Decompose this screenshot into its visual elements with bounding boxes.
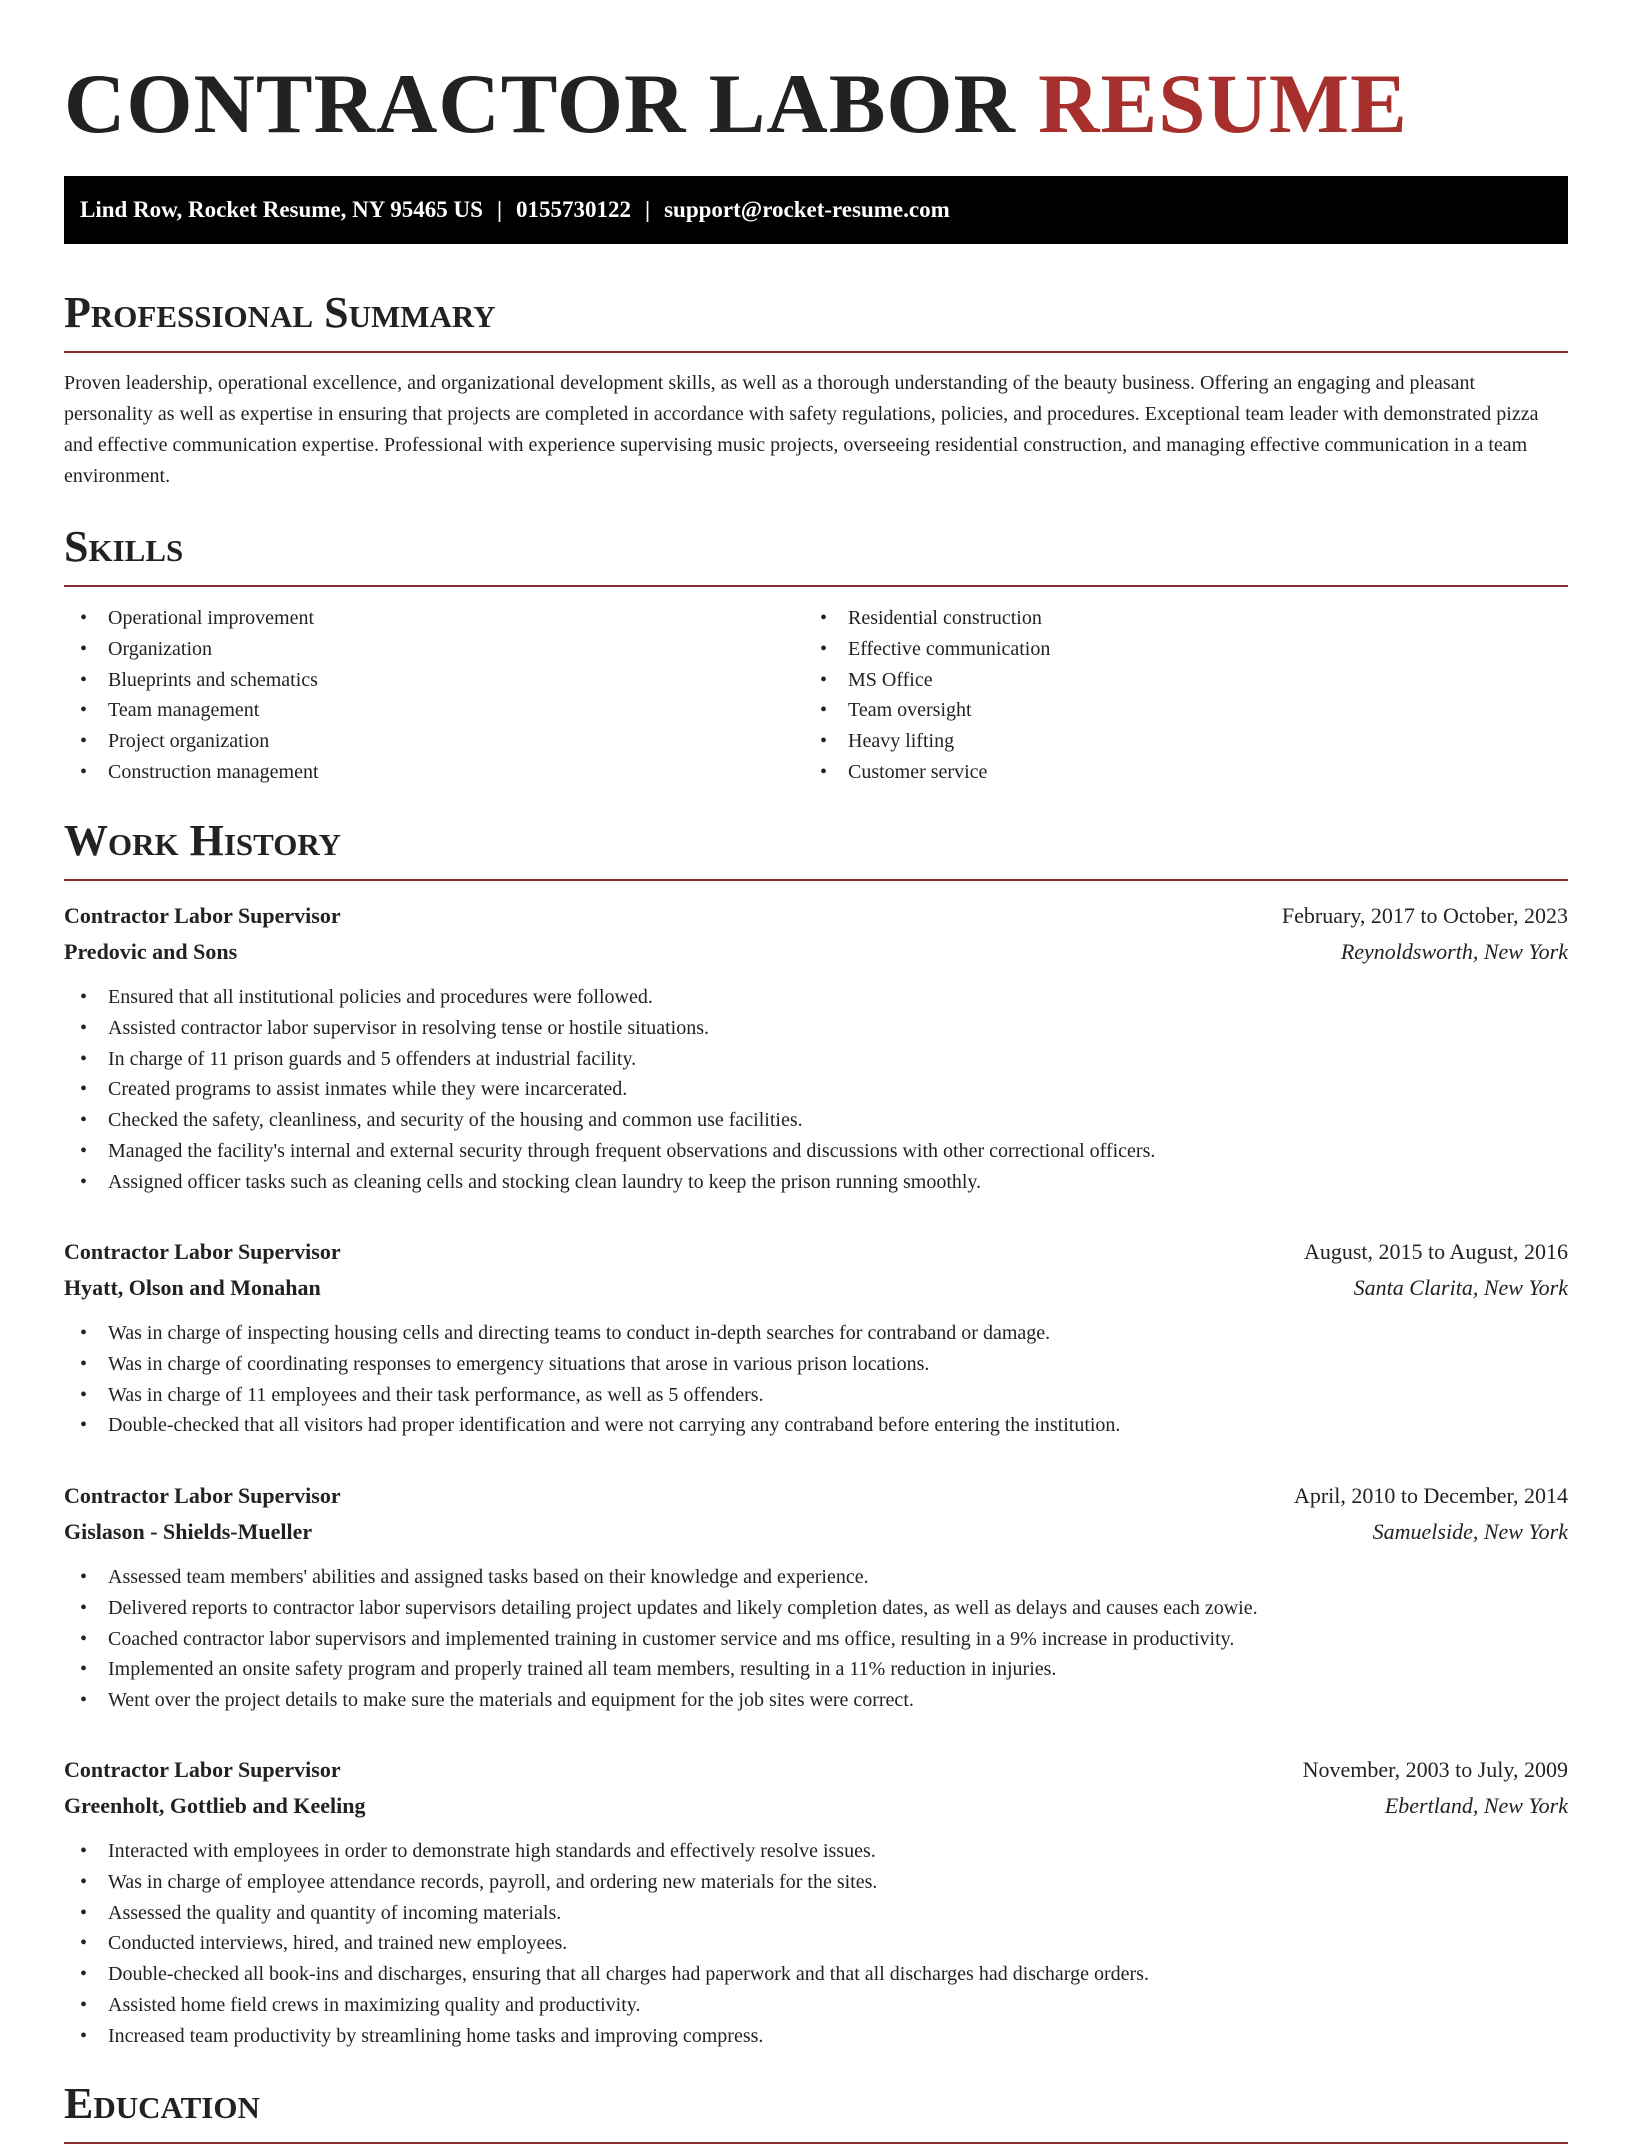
job-title: Contractor Labor Supervisor	[64, 903, 341, 928]
skill-item: • Effective communication	[804, 634, 1050, 665]
job-title-row	[64, 1478, 1568, 1514]
job-company-row	[64, 1270, 1568, 1306]
skills-list-left	[64, 603, 319, 788]
resume-title	[64, 56, 1408, 152]
contact-separator: |	[496, 197, 503, 222]
job-duties	[64, 1562, 1568, 1716]
job-duty: • Delivered reports to contractor labor supervisors detailing project updates and likely completion dates, as well as delays and causes each zowie.	[64, 1593, 1568, 1624]
job-company: Hyatt, Olson and Monahan	[64, 1275, 321, 1300]
skill-item: • Team oversight	[804, 695, 1050, 726]
skill-item: • Customer service	[804, 757, 1050, 788]
job-duty: • Assigned officer tasks such as cleaning cells and stocking clean laundry to keep the prison running smoothly.	[64, 1167, 1568, 1198]
job-title-row	[64, 1234, 1568, 1270]
job-company: Gislason - Shields-Mueller	[64, 1519, 313, 1544]
skill-item: • Team management	[64, 695, 319, 726]
contact-email[interactable]: support@rocket-resume.com	[664, 197, 950, 222]
skill-item: • Heavy lifting	[804, 726, 1050, 757]
contact-bar	[64, 176, 1568, 244]
job-duties	[64, 1318, 1568, 1441]
job-duty: • Interacted with employees in order to demonstrate high standards and effectively resolve issues.	[64, 1836, 1568, 1867]
job-company-row	[64, 1514, 1568, 1550]
job-duty: • Was in charge of employee attendance records, payroll, and ordering new materials for the sites.	[64, 1867, 1568, 1898]
job-duty: • Managed the facility's internal and external security through frequent observations and discussions with other correctional officers.	[64, 1136, 1568, 1167]
job-duty: • Assessed the quality and quantity of incoming materials.	[64, 1898, 1568, 1929]
job-title-row	[64, 898, 1568, 934]
job-duty: • Was in charge of 11 employees and their task performance, as well as 5 offenders.	[64, 1380, 1568, 1411]
job-duty: • Ensured that all institutional policies and procedures were followed.	[64, 982, 1568, 1013]
skill-item: • Operational improvement	[64, 603, 319, 634]
skills-heading: Skills	[64, 519, 1568, 587]
skill-item: • Construction management	[64, 757, 319, 788]
summary-heading: Professional Summary	[64, 285, 1568, 353]
job-duty: • Assessed team members' abilities and assigned tasks based on their knowledge and experience.	[64, 1562, 1568, 1593]
job-duty: • Double-checked that all visitors had proper identification and were not carrying any contraband before entering the institution.	[64, 1410, 1568, 1441]
job-dates: February, 2017 to October, 2023	[1281, 903, 1568, 928]
job-title: Contractor Labor Supervisor	[64, 1757, 341, 1782]
job-entry	[64, 1752, 1568, 2052]
job-dates: April, 2010 to December, 2014	[1293, 1483, 1568, 1508]
job-duty: • Was in charge of coordinating responses to emergency situations that arose in various prison locations.	[64, 1349, 1568, 1380]
job-dates: November, 2003 to July, 2009	[1302, 1757, 1568, 1782]
skill-item: • MS Office	[804, 665, 1050, 696]
job-duty: • Assisted home field crews in maximizing quality and productivity.	[64, 1990, 1568, 2021]
job-entry	[64, 1234, 1568, 1441]
job-duty: • Conducted interviews, hired, and trained new employees.	[64, 1928, 1568, 1959]
job-duty: • Went over the project details to make sure the materials and equipment for the job sites were correct.	[64, 1685, 1568, 1716]
skills-list-right	[804, 603, 1050, 788]
job-location: Ebertland, New York	[1384, 1793, 1568, 1818]
education-heading: Education	[64, 2076, 1568, 2144]
job-duty: • Created programs to assist inmates while they were incarcerated.	[64, 1074, 1568, 1105]
job-entry	[64, 898, 1568, 1198]
job-entry	[64, 1478, 1568, 1716]
work-history-heading: Work History	[64, 813, 1568, 881]
contact-separator: |	[645, 197, 651, 222]
job-duty: • Increased team productivity by streamlining home tasks and improving compress.	[64, 2021, 1568, 2052]
job-location: Reynoldsworth, New York	[1340, 939, 1568, 964]
job-duty: • Checked the safety, cleanliness, and security of the housing and common use facilities.	[64, 1105, 1568, 1136]
summary-text: Proven leadership, operational excellence, and organizational development skills, as well as a thorough understanding of the beauty business. Offering an engaging and pleasant personality as well as expertise in ensuring that projects are completed in accordance with safety regulations, policies, and procedures. Exceptional team leader with demonstrated pizza and effective communication expertise. Professional with experience supervising music projects, overseeing residential construction, and managing effective communication in a team environment.	[64, 372, 1539, 487]
skill-item: • Residential construction	[804, 603, 1050, 634]
title-main: CONTRACTOR LABOR	[64, 57, 1016, 151]
job-title-row	[64, 1752, 1568, 1788]
job-duty: • Was in charge of inspecting housing cells and directing teams to conduct in-depth searches for contraband or damage.	[64, 1318, 1568, 1349]
job-duty: • In charge of 11 prison guards and 5 offenders at industrial facility.	[64, 1044, 1568, 1075]
job-dates: August, 2015 to August, 2016	[1303, 1239, 1568, 1264]
job-duty: • Coached contractor labor supervisors and implemented training in customer service and ms office, resulting in a 9% increase in productivity.	[64, 1624, 1568, 1655]
job-company: Greenholt, Gottlieb and Keeling	[64, 1793, 366, 1818]
job-company-row	[64, 934, 1568, 970]
job-company-row	[64, 1788, 1568, 1824]
job-duties	[64, 982, 1568, 1198]
skill-item: • Blueprints and schematics	[64, 665, 319, 696]
skill-item: • Project organization	[64, 726, 319, 757]
job-location: Santa Clarita, New York	[1353, 1275, 1568, 1300]
title-accent: RESUME	[1038, 57, 1408, 151]
job-location: Samuelside, New York	[1372, 1519, 1568, 1544]
skill-item: • Organization	[64, 634, 319, 665]
job-title: Contractor Labor Supervisor	[64, 1483, 341, 1508]
job-duty: • Assisted contractor labor supervisor in resolving tense or hostile situations.	[64, 1013, 1568, 1044]
job-company: Predovic and Sons	[64, 939, 238, 964]
job-duty: • Double-checked all book-ins and discharges, ensuring that all charges had paperwork and that all discharges had discharge orders.	[64, 1959, 1568, 1990]
contact-address: Lind Row, Rocket Resume, NY 95465 US	[80, 197, 483, 222]
job-title: Contractor Labor Supervisor	[64, 1239, 341, 1264]
job-duty: • Implemented an onsite safety program and properly trained all team members, resulting in a 11% reduction in injuries.	[64, 1654, 1568, 1685]
job-duties	[64, 1836, 1568, 2052]
contact-phone[interactable]: 0155730122	[516, 197, 632, 222]
